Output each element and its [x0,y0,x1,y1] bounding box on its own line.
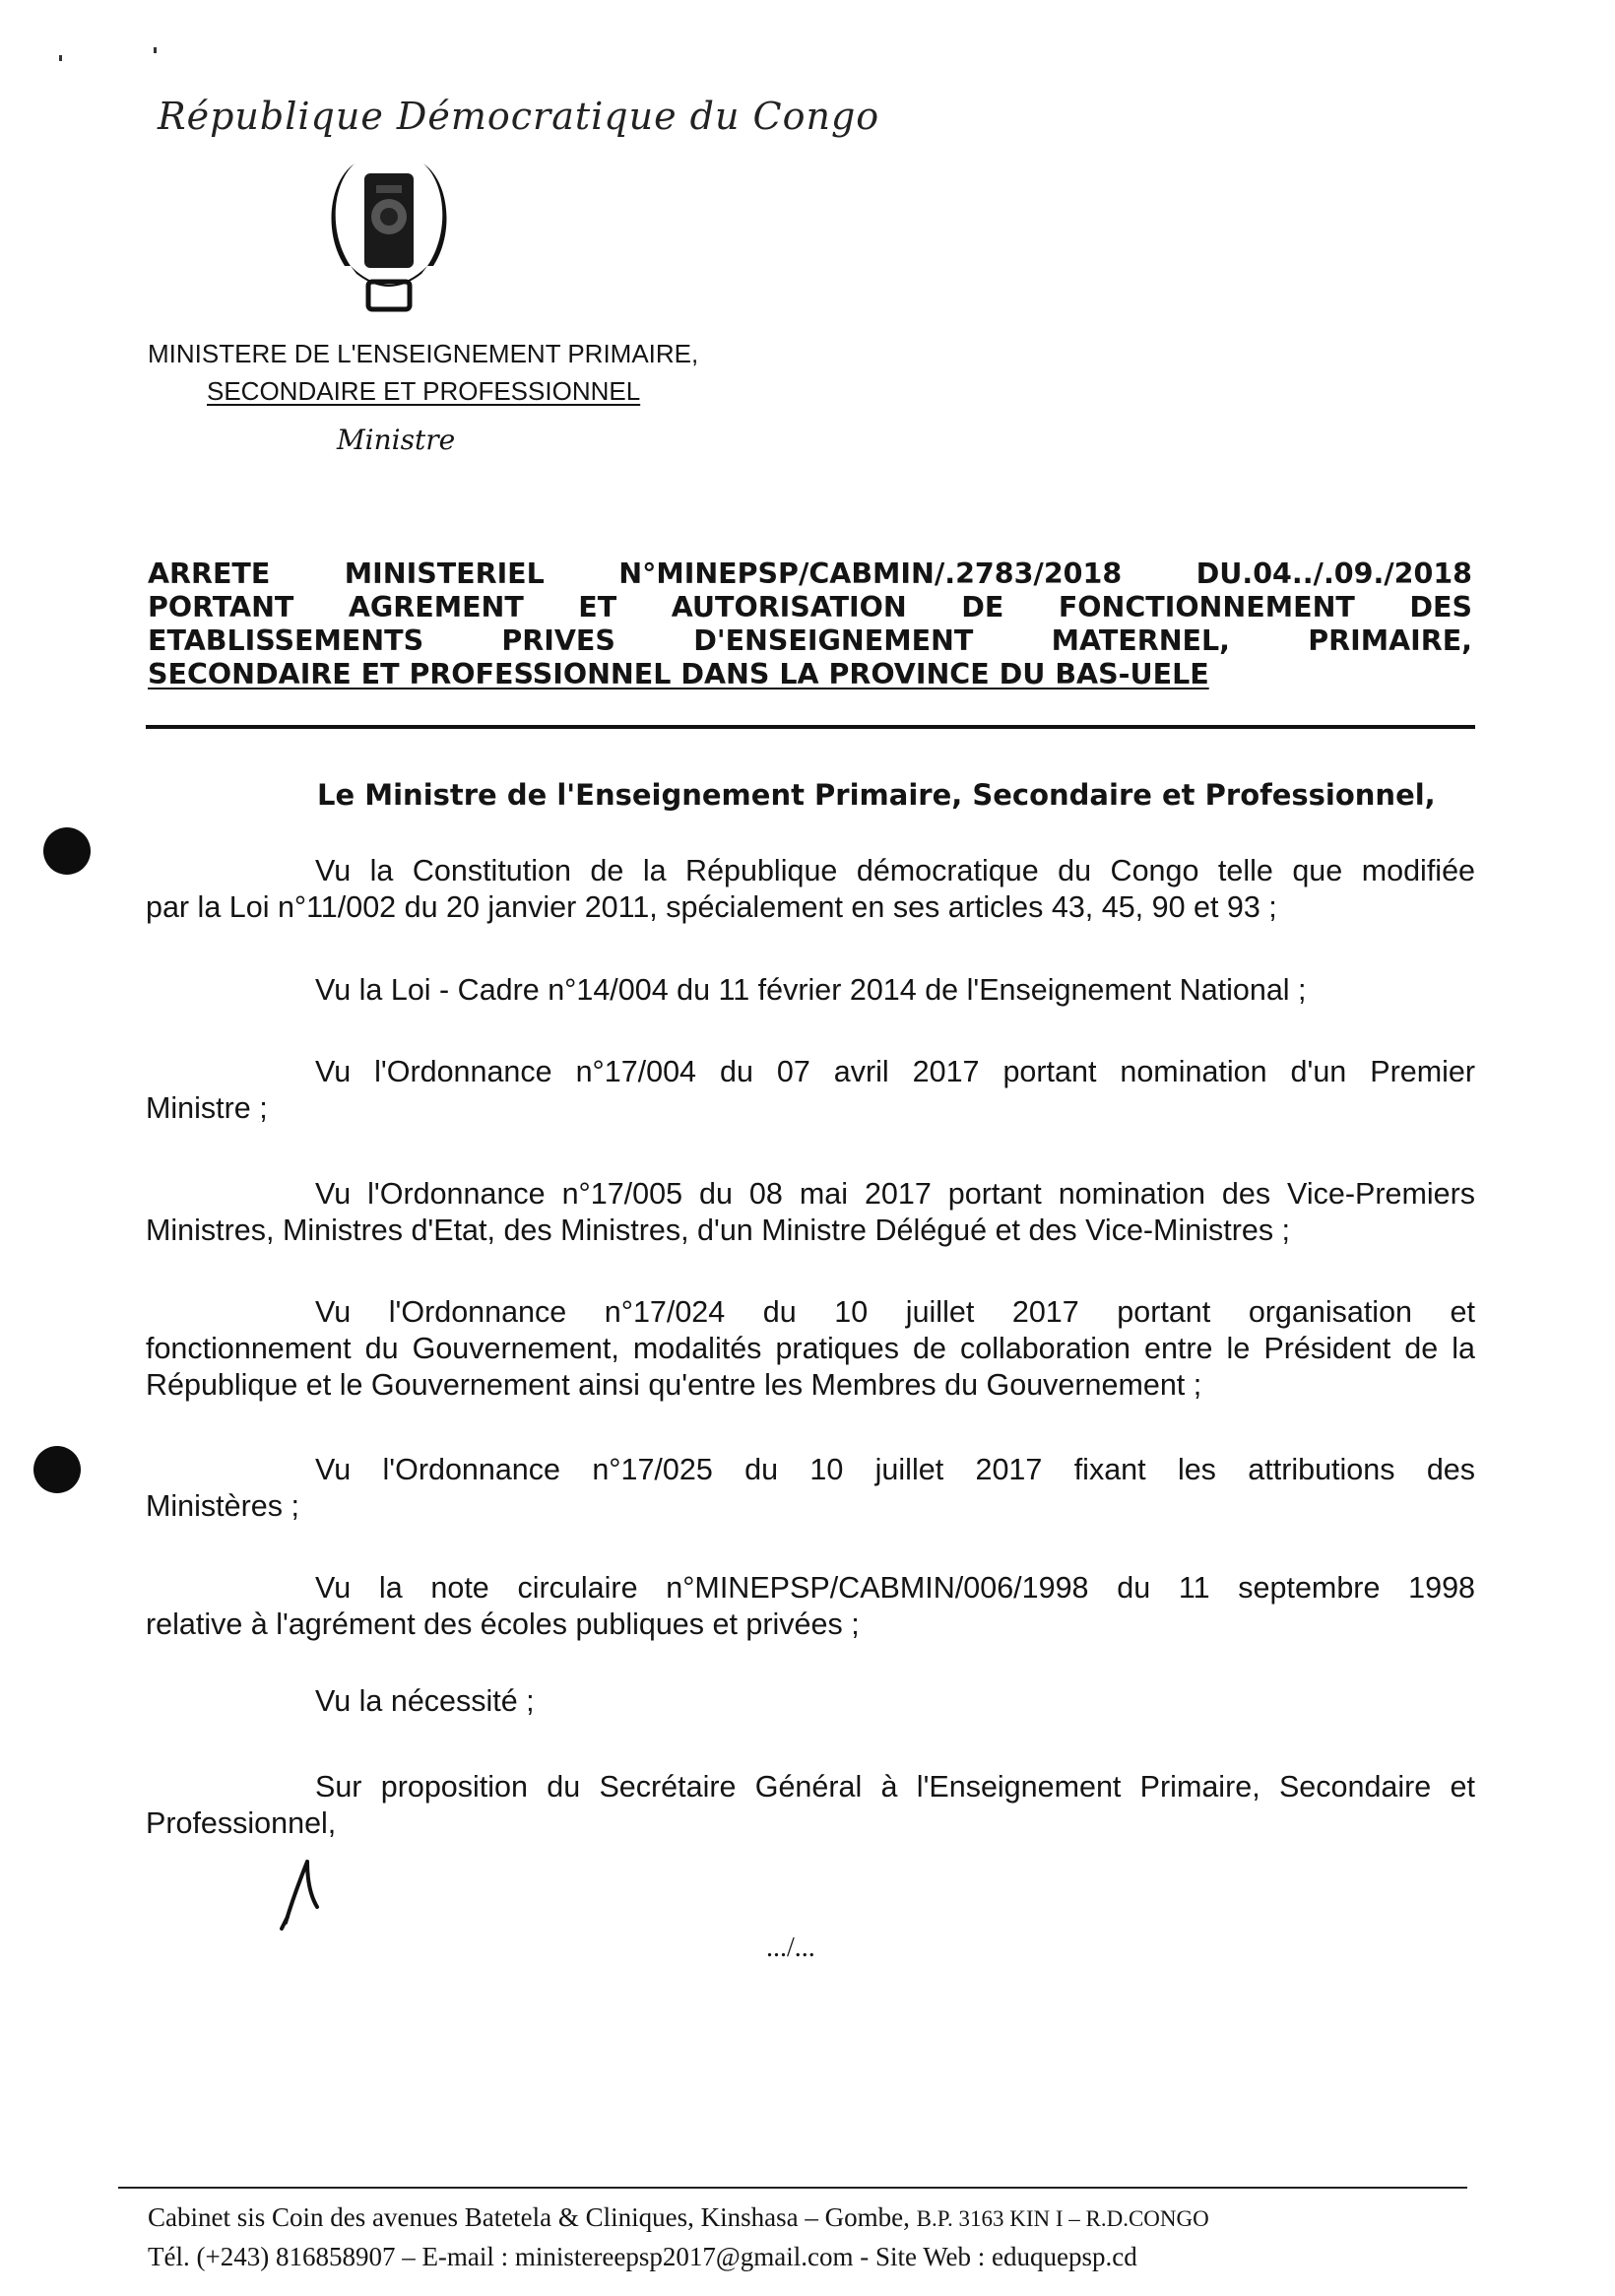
ministry-line-1: MINISTERE DE L'ENSEIGNEMENT PRIMAIRE, [148,339,699,368]
title-line-4: SECONDAIRE ET PROFESSIONNEL DANS LA PROVINCE DU BAS-UELE [148,658,1209,690]
punch-hole [43,827,91,875]
paragraph-rest: fonctionnement du Gouvernement, modalités pratiques de collaboration entre le Président de la République et le Gouvernement ainsi qu'entre les Membres du Gouvernement ; [146,1332,1475,1402]
decree-title [148,558,1472,691]
paragraph-rest: Ministères ; [146,1489,299,1523]
paragraph-first-line: Vu l'Ordonnance n°17/005 du 08 mai 2017 portant nomination des Vice-Premiers [315,1177,1475,1211]
title-line-2: PORTANT AGREMENT ET AUTORISATION DE FONCTIONNEMENT DES [148,591,1472,623]
paragraph-first-line: Vu l'Ordonnance n°17/004 du 07 avril 2017 portant nomination d'un Premier [315,1055,1475,1088]
paragraph-first-line: Vu la note circulaire n°MINEPSP/CABMIN/006/1998 du 11 septembre 1998 [315,1571,1475,1605]
paragraph-rest: relative à l'agrément des écoles publiques et privées ; [146,1607,860,1641]
footer [148,2198,1467,2275]
paragraph-ordonnance-17-004 [146,1054,1475,1127]
paragraph-ordonnance-17-025 [146,1452,1475,1525]
title-divider [146,725,1475,729]
title-line-1: ARRETE MINISTERIEL N°MINEPSP/CABMIN/.2783/2018 DU.04../.09./2018 [148,558,1472,590]
paragraph-first-line: Vu la Constitution de la République démocratique du Congo telle que modifiée [315,854,1475,887]
country-name: République Démocratique du Congo [158,95,880,138]
punch-hole [33,1446,81,1493]
paragraph-first-line: Vu l'Ordonnance n°17/024 du 10 juillet 2017 portant organisation et [315,1295,1475,1329]
paragraph-necessite: Vu la nécessité ; [315,1684,535,1718]
footer-address: Cabinet sis Coin des avenues Batetela & Cliniques, Kinshasa – Gombe, [148,2202,910,2232]
ministry-line-2: SECONDAIRE ET PROFESSIONNEL [207,376,641,406]
footer-line-1 [148,2198,1467,2238]
title-line-3: ETABLISSEMENTS PRIVES D'ENSEIGNEMENT MATERNEL, PRIMAIRE, [148,624,1472,657]
paragraph-loi-cadre: Vu la Loi - Cadre n°14/004 du 11 février 2014 de l'Enseignement National ; [315,973,1307,1007]
initials-signature [278,1852,327,1931]
paragraph-constitution [146,853,1475,926]
footer-line-2: Tél. (+243) 816858907 – E-mail : ministereepsp2017@gmail.com - Site Web : eduquepsp.cd [148,2242,1137,2271]
minister-heading: Le Ministre de l'Enseignement Primaire, Secondaire et Professionnel, [317,778,1436,812]
ministre-signature-title: Ministre [337,424,456,456]
scan-mark [154,47,157,53]
paragraph-first-line: Sur proposition du Secrétaire Général à l'Enseignement Primaire, Secondaire et [315,1770,1475,1804]
paragraph-rest: Professionnel, [146,1806,337,1840]
paragraph-ordonnance-17-005 [146,1176,1475,1249]
scan-mark [59,55,62,61]
paragraph-note-circulaire [146,1570,1475,1643]
paragraph-rest: Ministre ; [146,1091,268,1125]
ministry-name [148,335,698,410]
continuation-mark: .../... [766,1933,815,1963]
paragraph-first-line: Vu l'Ordonnance n°17/025 du 10 juillet 2017 fixant les attributions des [315,1453,1475,1486]
paragraph-rest: par la Loi n°11/002 du 20 janvier 2011, spécialement en ses articles 43, 45, 90 et 93 ; [146,890,1277,924]
coat-of-arms-icon [325,156,453,315]
paragraph-proposition [146,1769,1475,1842]
footer-postal: B.P. 3163 KIN I – R.D.CONGO [916,2206,1209,2231]
footer-divider [118,2187,1467,2189]
paragraph-ordonnance-17-024 [146,1294,1475,1404]
paragraph-rest: Ministres, Ministres d'Etat, des Ministres, d'un Ministre Délégué et des Vice-Ministres ; [146,1214,1291,1247]
